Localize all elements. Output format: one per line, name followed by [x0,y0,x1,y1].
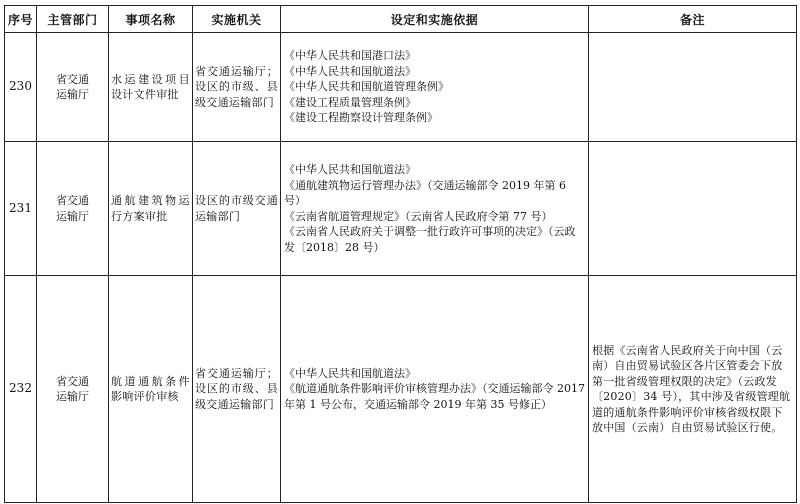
dept-line: 省交通 [56,374,89,388]
header-basis: 设定和实施依据 [281,6,589,33]
header-note: 备注 [589,6,797,33]
basis-line: 《航道通航条件影响评价审核管理办法》（交通运输部令 2017 年第 1 号公布，交通运输部令 2019 年第 35 号修正） [284,382,585,411]
dept-line: 省交通 [56,72,89,86]
row-basis [281,142,589,276]
approval-items-table [4,5,797,503]
row-note [589,142,797,276]
basis-line: 《通航建筑物运行管理办法》（交通运输部令 2019 年第 6 号） [284,178,566,207]
dept-line: 省交通 [56,194,89,207]
header-org: 实施机关 [193,6,281,33]
dept-line: 运输厅 [56,390,89,403]
basis-line: 《云南省航道管理规定》（云南省人民政府令第 77 号） [284,209,553,223]
header-row [5,6,797,33]
row-org: 设区的市级交通运输部门 [193,142,281,276]
row-number: 230 [5,33,37,142]
row-basis [281,33,589,142]
row-item-name: 通航建筑物运行方案审批 [109,142,193,276]
basis-line: 《云南省人民政府关于调整一批行政许可事项的决定》（云政发〔2018〕28 号） [284,225,576,254]
row-dept [37,276,109,503]
table-row [5,276,797,503]
dept-line: 运输厅 [56,209,89,223]
row-dept [37,142,109,276]
basis-line: 《中华人民共和国航道法》 [284,163,416,176]
header-name: 事项名称 [109,6,193,33]
row-org: 省交通运输厅；设区的市级、县级交通运输部门 [193,33,281,142]
row-item-name: 水运建设项目设计文件审批 [109,33,193,142]
basis-line: 《建设工程质量管理条例》 [284,95,416,109]
row-number: 232 [5,276,37,503]
table-row [5,33,797,142]
row-note [589,33,797,142]
dept-line: 运输厅 [56,88,89,101]
row-note: 根据《云南省人民政府关于向中国（云南）自由贸易试验区各片区管委会下放第一批省级管理权限的决定》（云政发〔2020〕34 号），其中涉及省级管理航道的通航条件影响评价审核省级权限下放中国（云南）自由贸易试验区行使。 [589,276,797,503]
basis-line: 《中华人民共和国航道法》 [284,64,416,78]
table-row [5,142,797,276]
basis-line: 《中华人民共和国航道管理条例》 [284,80,449,94]
header-dept: 主管部门 [37,6,109,33]
basis-line: 《中华人民共和国港口法》 [284,49,416,63]
basis-line: 《中华人民共和国航道法》 [284,366,416,380]
row-item-name: 航道通航条件影响评价审核 [109,276,193,503]
row-dept [37,33,109,142]
row-number: 231 [5,142,37,276]
row-org: 省交通运输厅；设区的市级、县级交通运输部门 [193,276,281,503]
basis-line: 《建设工程勘察设计管理条例》 [284,111,438,125]
header-num: 序号 [5,6,37,33]
row-basis [281,276,589,503]
